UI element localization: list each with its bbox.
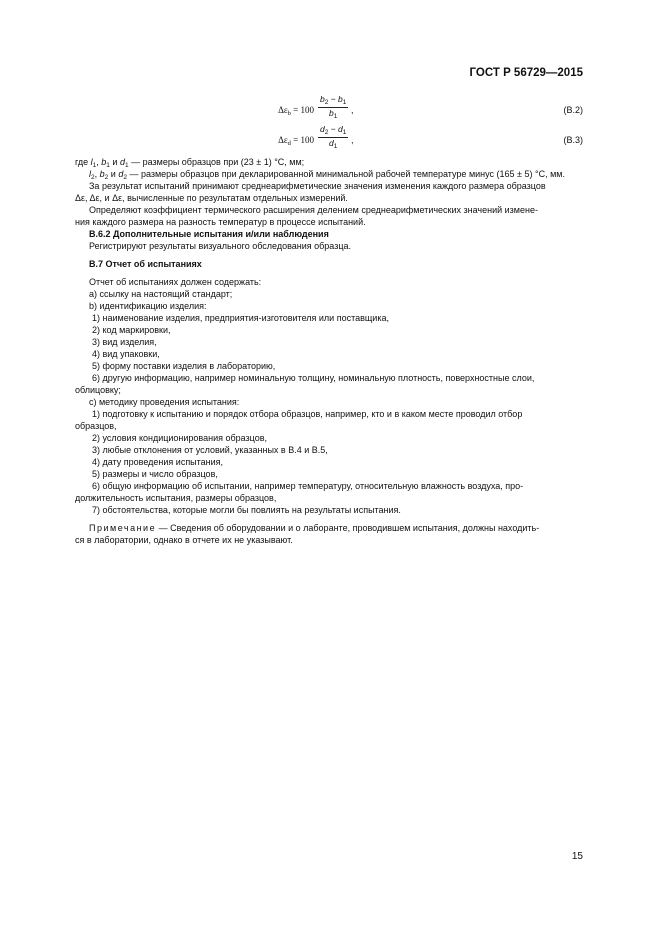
page-number: 15: [571, 851, 583, 862]
list-item-b4: 4) вид упаковки,: [92, 349, 160, 359]
formula-lhs: $\Delta\varepsilon_b = 100$: [278, 105, 314, 117]
document-header: ГОСТ Р 56729—2015: [469, 67, 583, 79]
list-item-b1: 1) наименование изделия, предприятия-изготовителя или поставщика,: [92, 313, 389, 323]
fraction: $\frac{b_2 - b_1}{b_1}$: [320, 94, 347, 121]
list-item-b5: 5) форму поставки изделия в лабораторию,: [92, 361, 276, 371]
list-item-c1-cont: образцов,: [75, 421, 117, 431]
list-item-b6-cont: облицовку;: [75, 385, 121, 395]
list-item-b2: 2) код маркировки,: [92, 325, 171, 335]
section-b62-text: Регистрируют результаты визуального обследования образца.: [89, 241, 351, 251]
list-item-c5: 5) размеры и число образцов,: [92, 469, 218, 479]
formula-b2: $\Delta\varepsilon_b = 100$ $\frac{b_2 - b_1}{b_1}$ , (B.2): [278, 94, 583, 121]
result-paragraph-line-1: За результат испытаний принимают среднеарифметические значения изменения каждого размера образцов: [89, 181, 546, 191]
coef-paragraph-line-2: ния каждого размера на разность температур в процессе испытаний.: [75, 217, 366, 227]
report-intro: Отчет об испытаниях должен содержать:: [89, 277, 262, 287]
list-item-b: b) идентификацию изделия:: [89, 301, 207, 311]
formula-number: (B.2): [563, 105, 583, 115]
list-item-c6-cont: должительность испытания, размеры образцов,: [75, 493, 277, 503]
list-item-c2: 2) условия кондиционирования образцов,: [92, 433, 268, 443]
list-item-a: a) ссылку на настоящий стандарт;: [89, 289, 233, 299]
coef-paragraph-line-1: Определяют коэффициент термического расширения делением среднеарифметических значений измене-: [89, 205, 538, 215]
formula-number: (B.3): [563, 135, 583, 145]
section-b62-title: B.6.2 Дополнительные испытания и/или наблюдения: [89, 229, 329, 239]
list-item-c1: 1) подготовку к испытанию и порядок отбора образцов, например, кто и в каком месте проводил отбор: [92, 409, 523, 419]
section-b7-title: B.7 Отчет об испытаниях: [89, 259, 202, 269]
list-item-c: c) методику проведения испытания:: [89, 397, 240, 407]
list-item-c6: 6) общую информацию об испытании, например температуру, относительную влажность воздуха, про-: [92, 481, 524, 491]
note-line-1: Примечание — Сведения об оборудовании и о лаборанте, проводившем испытания, должны находить-: [89, 523, 540, 533]
list-item-b6: 6) другую информацию, например номинальную толщину, номинальную плотность, поверхностные слои,: [92, 373, 535, 383]
result-paragraph-line-2: Δε, Δε, и Δε, вычисленные по результатам отдельных измерений.: [75, 193, 348, 203]
fraction: $\frac{d_2 - d_1}{d_1}$: [320, 124, 347, 151]
list-item-c3: 3) любые отклонения от условий, указанных в B.4 и B.5,: [92, 445, 328, 455]
note-line-2: ся в лаборатории, однако в отчете их не указывают.: [75, 535, 293, 545]
list-item-c4: 4) дату проведения испытания,: [92, 457, 224, 467]
formula-lhs: $\Delta\varepsilon_d = 100$: [278, 135, 314, 147]
where-line-1: где $l_1$, $b_1$ и $d_1$ — размеры образцов при (23 ± 1) °С, мм;: [75, 157, 305, 169]
list-item-b3: 3) вид изделия,: [92, 337, 157, 347]
list-item-c7: 7) обстоятельства, которые могли бы повлиять на результаты испытания.: [92, 505, 401, 515]
where-line-2: $l_2$, $b_2$ и $d_2$ — размеры образцов при декларированной минимальной рабочей температуре минус (165 ± 5) °С, мм.: [89, 169, 565, 181]
formula-b3: $\Delta\varepsilon_d = 100$ $\frac{d_2 - d_1}{d_1}$ , (B.3): [278, 124, 583, 151]
note-label: Примечание: [89, 523, 157, 533]
